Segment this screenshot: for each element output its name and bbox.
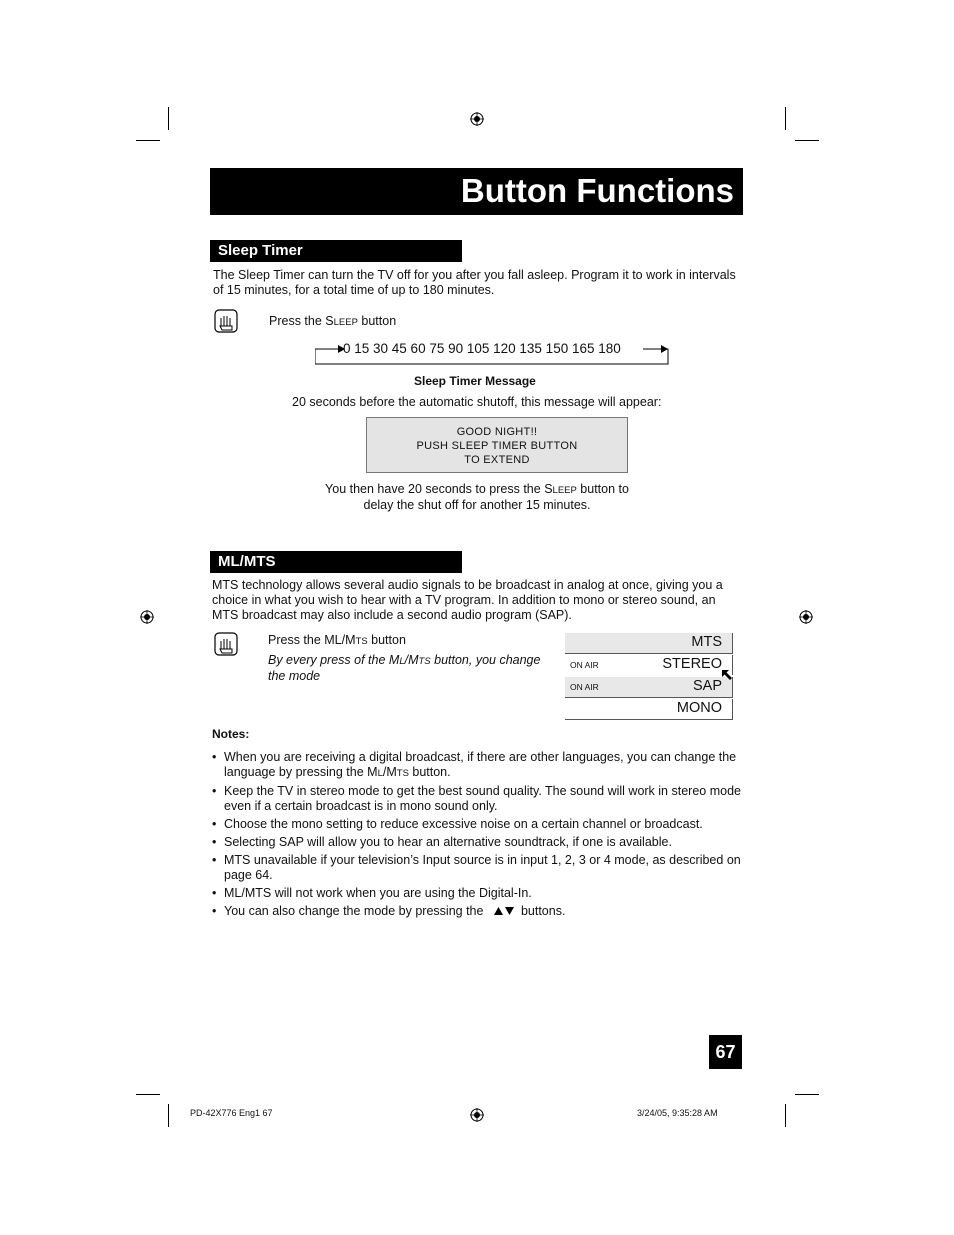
mode-slash: /M xyxy=(404,653,419,667)
mlmts-heading-bar xyxy=(210,551,462,573)
mts-label: MTS xyxy=(691,634,722,650)
notes-list xyxy=(212,750,742,922)
registration-mark-icon xyxy=(470,112,484,126)
footer-left: PD-42X776 Eng1 67 xyxy=(190,1108,273,1118)
mode-suffix: button, you change the mode xyxy=(268,653,541,683)
page-title: Button Functions xyxy=(460,172,734,209)
list-item: • MTS unavailable if your television’s Input source is in input 1, 2, 3 or 4 mode, as described on page 64. xyxy=(212,853,742,883)
mlmts-mode-text xyxy=(268,653,553,684)
list-item xyxy=(212,750,742,781)
list-item: • Keep the TV in stereo mode to get the best sound quality. The sound will work in stereo mode even if a certain broadcast is in mono sound only. xyxy=(212,784,742,814)
mts-option-mono[interactable] xyxy=(565,699,733,720)
mlmts-press-instruction xyxy=(268,633,406,649)
crop-mark xyxy=(168,1104,169,1127)
mode-key-l: L xyxy=(399,656,405,667)
notes-label: Notes: xyxy=(212,727,250,741)
mlmts-heading: ML/MTS xyxy=(218,553,276,570)
on-air-label: ON AIR xyxy=(570,660,599,670)
registration-mark-icon xyxy=(470,1108,484,1122)
crop-mark xyxy=(795,1094,819,1095)
note-slash: /M xyxy=(382,765,397,779)
crop-mark xyxy=(795,140,819,141)
note-text: You can also change the mode by pressing the xyxy=(224,904,484,918)
sleep-timer-after-text xyxy=(260,482,694,513)
mts-option-sap[interactable] xyxy=(565,677,733,698)
after-prefix: You then have 20 seconds to press the xyxy=(325,482,545,496)
crop-mark xyxy=(136,140,160,141)
crop-mark xyxy=(168,107,169,130)
stereo-label: STEREO xyxy=(662,656,722,672)
press-suffix: button xyxy=(357,314,397,328)
after-line2: delay the shut off for another 15 minutes. xyxy=(363,498,591,512)
list-item: • Choose the mono setting to reduce excessive noise on a certain channel or broadcast. xyxy=(212,817,742,832)
note-key-l: L xyxy=(377,768,383,779)
message-line: TO EXTEND xyxy=(464,454,530,466)
after-key-rest: LEEP xyxy=(552,485,577,496)
after-key-first: S xyxy=(544,482,553,496)
mlmts-press-prefix: Press the ML/M xyxy=(268,633,356,647)
crop-mark xyxy=(785,107,786,130)
message-line: PUSH SLEEP TIMER BUTTON xyxy=(416,440,578,452)
mts-option-stereo[interactable] xyxy=(565,655,733,675)
list-item xyxy=(212,904,742,919)
sleep-timer-sequence: 0 15 30 45 60 75 90 105 120 135 150 165 180 xyxy=(343,341,621,356)
note-text: button. xyxy=(408,765,451,779)
crop-mark xyxy=(785,1104,786,1127)
cursor-arrow-icon xyxy=(721,669,733,681)
mode-key-ts: TS xyxy=(418,656,431,667)
message-line: GOOD NIGHT!! xyxy=(456,426,538,438)
up-down-arrows-icon xyxy=(493,906,515,916)
footer-right: 3/24/05, 9:35:28 AM xyxy=(637,1108,718,1118)
sleep-timer-message-intro: 20 seconds before the automatic shutoff, this message will appear: xyxy=(292,395,662,409)
title-bar xyxy=(210,168,743,215)
list-item: • ML/MTS will not work when you are using the Digital-In. xyxy=(212,886,742,901)
hand-press-icon xyxy=(214,632,238,656)
on-air-label: ON AIR xyxy=(570,682,599,692)
note-text: buttons. xyxy=(520,904,566,918)
good-night-message-box xyxy=(366,417,628,473)
mlmts-intro: MTS technology allows several audio signals to be broadcast in analog at once, giving you a choice in what you wish to hear with a TV program. In addition to mono or stereo sound, an MTS broadcast may also include a second audio program (SAP). xyxy=(212,578,723,622)
sleep-timer-heading-bar xyxy=(210,240,462,262)
sleep-press-instruction xyxy=(269,314,396,330)
sleep-timer-intro: The Sleep Timer can turn the TV off for you after you fall asleep. Program it to work in intervals of 15 minutes, for a total time of up to 180 minutes. xyxy=(213,268,736,297)
sleep-timer-message-title: Sleep Timer Message xyxy=(414,374,536,388)
press-prefix: Press the xyxy=(269,314,326,328)
sleep-key-first: S xyxy=(325,314,334,328)
mlmts-key-rest: TS xyxy=(355,636,368,647)
mono-label: MONO xyxy=(676,700,722,716)
registration-mark-icon xyxy=(140,610,154,624)
note-text: When you are receiving a digital broadcast, if there are other languages, you can change the language by pressing the M xyxy=(224,750,737,779)
mts-menu-title[interactable] xyxy=(565,633,733,654)
after-suffix: button to xyxy=(576,482,629,496)
sap-label: SAP xyxy=(692,678,722,694)
hand-press-icon xyxy=(214,309,238,333)
mlmts-press-suffix: button xyxy=(367,633,406,647)
list-item: • Selecting SAP will allow you to hear an alternative soundtrack, if one is available. xyxy=(212,835,742,850)
sleep-key-rest: LEEP xyxy=(333,317,358,328)
registration-mark-icon xyxy=(799,610,813,624)
note-key-ts: TS xyxy=(396,768,409,779)
mode-prefix: By every press of the M xyxy=(268,653,400,667)
page-number: 67 xyxy=(709,1035,742,1069)
crop-mark xyxy=(136,1094,160,1095)
sleep-timer-heading: Sleep Timer xyxy=(218,242,303,259)
